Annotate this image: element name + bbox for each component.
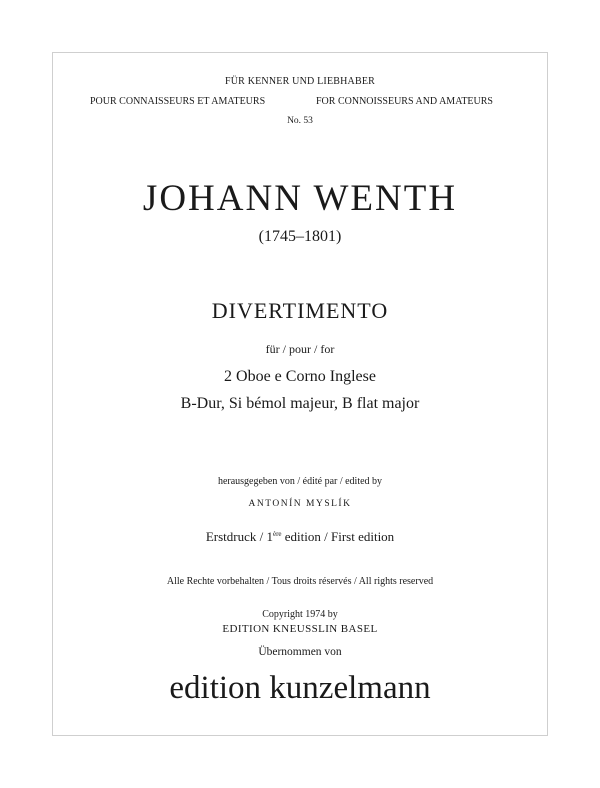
publisher-brand: edition kunzelmann	[169, 670, 431, 706]
publisher-name: EDITION KNEUSSLIN BASEL	[222, 623, 378, 635]
instrumentation: 2 Oboe e Corno Inglese	[224, 368, 376, 385]
series-title-german: FÜR KENNER UND LIEBHABER	[224, 76, 376, 87]
for-label: für / pour / for	[265, 342, 335, 356]
first-edition-suffix: edition / First edition	[281, 529, 395, 544]
composer-name: JOHANN WENTH	[142, 178, 458, 219]
rights-notice: Alle Rechte vorbehalten / Tous droits réservés / All rights reserved	[166, 576, 434, 587]
key-signature: B-Dur, Si bémol majeur, B flat major	[180, 395, 420, 412]
series-title-english: FOR CONNOISSEURS AND AMATEURS	[316, 96, 493, 107]
copyright-line: Copyright 1974 by	[262, 609, 338, 620]
series-title-french: POUR CONNAISSEURS ET AMATEURS	[90, 96, 266, 107]
composer-dates: (1745–1801)	[258, 228, 342, 245]
work-title: DIVERTIMENTO	[211, 298, 389, 323]
series-number: No. 53	[287, 116, 313, 126]
first-edition-line	[0, 529, 600, 545]
edited-by-label: herausgegeben von / édité par / edited by	[217, 476, 383, 487]
editor-name: ANTONÍN MYSLÍK	[248, 499, 352, 509]
first-edition-prefix: Erstdruck / 1	[205, 529, 273, 544]
taken-over-label: Übernommen von	[258, 646, 342, 658]
first-edition-superscript: ère	[272, 530, 282, 538]
